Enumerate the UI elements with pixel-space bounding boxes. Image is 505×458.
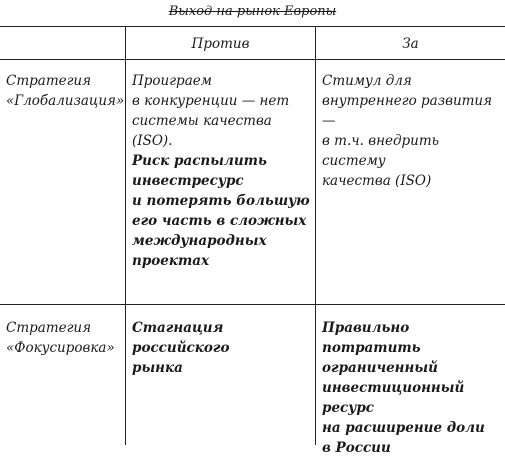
row-globalization-strategy: Стратегия «Глобализация» [6,73,125,109]
page-title: Выход на рынок Европы [168,4,337,19]
row-focus-strategy: Стратегия «Фокусировка» [6,320,115,356]
row-globalization-for: Стимул для внутреннего развития — в т.ч. внедрить систему качества (ISO) [322,73,493,189]
table-rule-header [0,59,505,60]
table-divider-1 [125,26,126,445]
table-rule-row [0,304,505,305]
column-header-against: Против [191,36,250,52]
column-header-for: За [402,36,419,52]
row-focus-against: Стагнация российского рынка [132,320,230,376]
table-rule-top [0,26,505,27]
row-globalization-against-risk: Риск распылить инвестресурс и потерять большую его часть в сложных международных проектах [132,153,310,269]
comparison-table [0,26,505,456]
row-focus-for: Правильно потратить ограниченный инвестиционный ресурс на расширение доли в России [322,320,485,456]
row-globalization-against: Проиграем в конкуренции — нет системы качества (ISO). [132,73,290,149]
table-divider-2 [315,26,316,445]
